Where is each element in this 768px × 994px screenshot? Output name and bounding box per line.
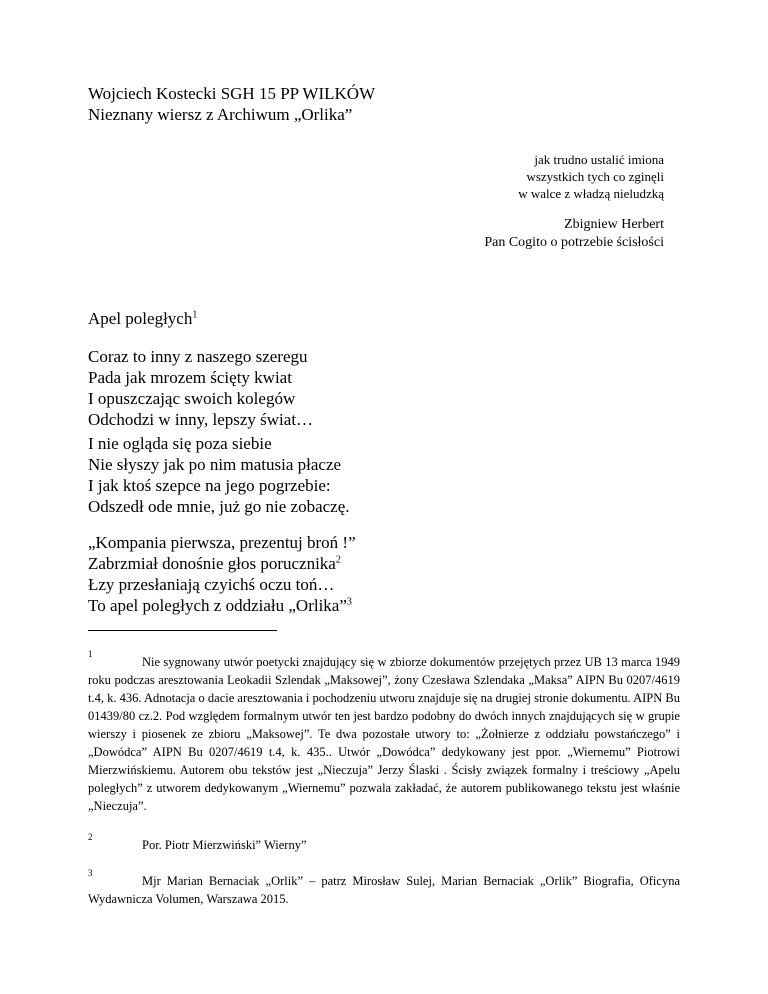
epigraph-line: wszystkich tych co zginęli [526, 169, 664, 184]
poem-line: I opuszczając swoich kolegów [88, 389, 296, 408]
stanza-1 [88, 346, 313, 430]
epigraph-line: w walce z władzą nieludzką [518, 186, 664, 201]
footnote-2 [88, 832, 680, 854]
epigraph-line: jak trudno ustalić imiona [534, 152, 664, 167]
poem-line [88, 553, 356, 574]
poem-line: Odchodzi w inny, lepszy świat… [88, 410, 314, 429]
epigraph-source: Pan Cogito o potrzebie ścisłości [484, 235, 664, 250]
poem-line: I jak ktoś szepce na jego pogrzebie: [88, 476, 331, 495]
footnote-number: 3 [88, 868, 93, 878]
epigraph-attribution [484, 216, 664, 252]
stanza-2 [88, 433, 350, 517]
poem-line: I nie ogląda się poza siebie [88, 434, 272, 453]
footnote-1 [88, 649, 680, 815]
subtitle-line: Nieznany wiersz z Archiwum „Orlika” [88, 105, 353, 124]
poem-line: Odszedł ode mnie, już go nie zobaczę. [88, 497, 350, 516]
footnote-ref-1[interactable]: 1 [192, 309, 198, 321]
footnote-number: 2 [88, 832, 93, 842]
poem-line: Pada jak mrozem ścięty kwiat [88, 368, 292, 387]
footnote-separator [88, 630, 277, 631]
footnote-3 [88, 868, 680, 908]
author-line: Wojciech Kostecki SGH 15 PP WILKÓW [88, 84, 376, 103]
stanza-3 [88, 532, 356, 616]
footnote-text: Nie sygnowany utwór poetycki znajdujący się w zbiorze dokumentów przejętych przez UB 13 marca 1949 roku podczas aresztowania Leokadii Szlendak „Maksowej”, żony Czesława Szlendaka „Maksa” AIPN Bu 0207/4619 t.4, k. 436. Adnotacja o dacie aresztowania i pochodzeniu utworu znajduje się na drugiej stronie dokumentu. AIPN Bu 01439/80 cz.2. Pod względem formalnym utwór ten jest bardzo podobny do dwóch innych znajdujących się w grupie wierszy i piosenek ze zbioru „Maksowej”. Te dwa pozostałe utwory to: „Żołnierze z oddziału powstańczego” i „Dowódca” AIPN Bu 0207/4619 t.4, k. 435.. Utwór „Dowódca” dedykowany jest ppor. „Wiernemu” Piotrowi Mierzwińskiemu. Autorem obu tekstów jest „Nieczuja” Jerzy Ślaski . Ścisły związek formalny i treściowy „Apelu poległych” z utworem dedykowanym „Wiernemu” pozwala zakładać, że autorem publikowanego tekstu jest właśnie „Nieczuja”. [88, 655, 680, 813]
epigraph-author: Zbigniew Herbert [564, 217, 664, 232]
poem-line: Łzy przesłaniają czyichś oczu toń… [88, 575, 335, 594]
poem-line-text: Zabrzmiał donośnie głos porucznika [88, 554, 336, 573]
document-header [88, 83, 375, 125]
epigraph [518, 151, 664, 202]
footnote-text: Mjr Marian Bernaciak „Orlik” – patrz Mirosław Sulej, Marian Bernaciak „Orlik” Biografia, Oficyna Wydawnicza Volumen, Warszawa 2015. [88, 874, 680, 906]
footnote-number: 1 [88, 649, 93, 659]
poem-line: „Kompania pierwsza, prezentuj broń !” [88, 533, 356, 552]
footnote-ref-2[interactable]: 2 [335, 554, 341, 566]
poem-title-text: Apel poległych [88, 309, 193, 328]
footnote-text: Por. Piotr Mierzwiński” Wierny” [142, 838, 307, 852]
poem-title [88, 308, 197, 329]
poem-line [88, 595, 356, 616]
poem-line: Coraz to inny z naszego szeregu [88, 347, 308, 366]
poem-line-text: To apel poległych z oddziału „Orlika” [88, 596, 347, 615]
footnote-ref-3[interactable]: 3 [346, 596, 352, 608]
poem-line: Nie słyszy jak po nim matusia płacze [88, 455, 342, 474]
